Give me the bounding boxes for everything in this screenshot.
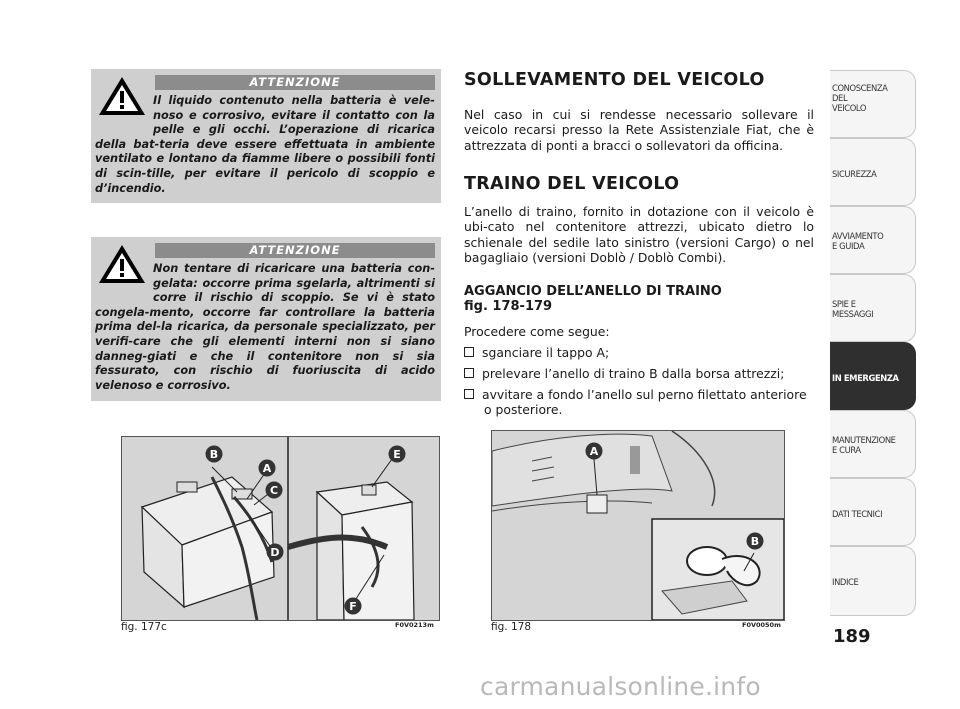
list-item: sganciare il tappo A; <box>464 345 814 360</box>
procedure-intro: Procedere come segue: <box>464 324 610 339</box>
tab-indice[interactable]: INDICE <box>830 546 916 616</box>
warning-box-1 <box>91 69 441 203</box>
checkbox-bullet-icon <box>464 368 474 378</box>
figure-178 <box>491 430 785 621</box>
figure-caption-177c: fig. 177c <box>121 621 167 633</box>
tab-manutenzione-e-cura[interactable]: MANUTENZIONE E CURA <box>830 410 916 478</box>
svg-text:B: B <box>209 448 219 461</box>
figure-code-177c: F0V0213m <box>395 621 434 629</box>
tab-avviamento-e-guida[interactable]: AVVIAMENTO E GUIDA <box>830 206 916 274</box>
checkbox-bullet-icon <box>464 347 474 357</box>
svg-text:D: D <box>270 546 280 559</box>
marker-b <box>746 532 764 550</box>
svg-text:A: A <box>262 462 272 475</box>
marker-b <box>205 445 223 463</box>
svg-text:C: C <box>269 484 279 497</box>
warning-text: Il liquido contenuto nella batteria è vele-noso e corrosivo, evitare il contatto con la pelle e gli occhi. L’operazione di ricarica della bat-teria deve essere effettuata in ambiente ventilato e lontano da fiamme libere o possibili fonti di scin-tille, per evitare il pericolo di scoppio e d’incendio. <box>95 94 435 195</box>
marker-f <box>344 597 362 615</box>
warning-band: ATTENZIONE <box>155 243 435 258</box>
svg-text:E: E <box>393 448 401 461</box>
svg-text:B: B <box>750 535 760 548</box>
marker-a <box>258 459 276 477</box>
subsection-title-hook: AGGANCIO DELL’ANELLO DI TRAINO <box>464 284 722 299</box>
tab-in-emergenza[interactable]: IN EMERGENZA <box>830 342 916 410</box>
svg-text:F: F <box>349 600 357 613</box>
paragraph-towing: L’anello di traino, fornito in dotazione con il veicolo è ubi-cato nel contenitore attrezzi, ubicato dietro lo schienale del sedile lato sinistro (versioni Cargo) o nel bagagliaio (versioni Doblò / Doblò Combi). <box>464 204 814 266</box>
svg-text:A: A <box>589 445 599 458</box>
warning-text: Non tentare di ricaricare una batteria con-gelata: occorre prima sgelarla, altrimenti si corre il rischio di scoppio. Se vi è stato congela-mento, occorre far controllare la batteria prima del-la ricarica, da personale specializzato, per verifi-care che gli elementi interni non si siano danneg-giati e che il contenitore non si sia fessurato, con rischio di fuoriuscita di acido velenoso e corrosivo. <box>95 262 435 392</box>
warning-band: ATTENZIONE <box>155 75 435 90</box>
figure-code-178: F0V0050m <box>742 621 781 629</box>
figure-177c <box>121 436 440 621</box>
paragraph-lifting: Nel caso in cui si rendesse necessario sollevare il veicolo recarsi presso la Rete Assistenziale Fiat, che è attrezzata di ponti a bracci o sollevatori da officina. <box>464 107 814 153</box>
checkbox-bullet-icon <box>464 389 474 399</box>
section-title-lifting: SOLLEVAMENTO DEL VEICOLO <box>464 70 765 90</box>
figure-caption-178: fig. 178 <box>491 621 531 633</box>
watermark: carmanualsonline.info <box>480 672 761 701</box>
list-item: prelevare l’anello di traino B dalla borsa attrezzi; <box>464 366 814 381</box>
tab-spie-e-messaggi[interactable]: SPIE E MESSAGGI <box>830 274 916 342</box>
marker-e <box>388 445 406 463</box>
section-title-towing: TRAINO DEL VEICOLO <box>464 174 680 194</box>
list-item: avvitare a fondo l’anello sul perno filettato anteriore <box>464 387 814 402</box>
marker-d <box>266 543 284 561</box>
tow-hook-illustration <box>492 431 784 620</box>
page-number: 189 <box>833 626 871 647</box>
warning-box-2 <box>91 237 441 401</box>
battery-illustration <box>122 437 439 620</box>
subsection-figref: fig. 178-179 <box>464 299 553 314</box>
list-item-continuation: o posteriore. <box>484 402 563 417</box>
marker-a <box>585 442 603 460</box>
tab-sicurezza[interactable]: SICUREZZA <box>830 138 916 206</box>
marker-c <box>265 481 283 499</box>
tab-conoscenza-del-veicolo[interactable]: CONOSCENZA DEL VEICOLO <box>830 70 916 138</box>
tab-dati-tecnici[interactable]: DATI TECNICI <box>830 478 916 546</box>
